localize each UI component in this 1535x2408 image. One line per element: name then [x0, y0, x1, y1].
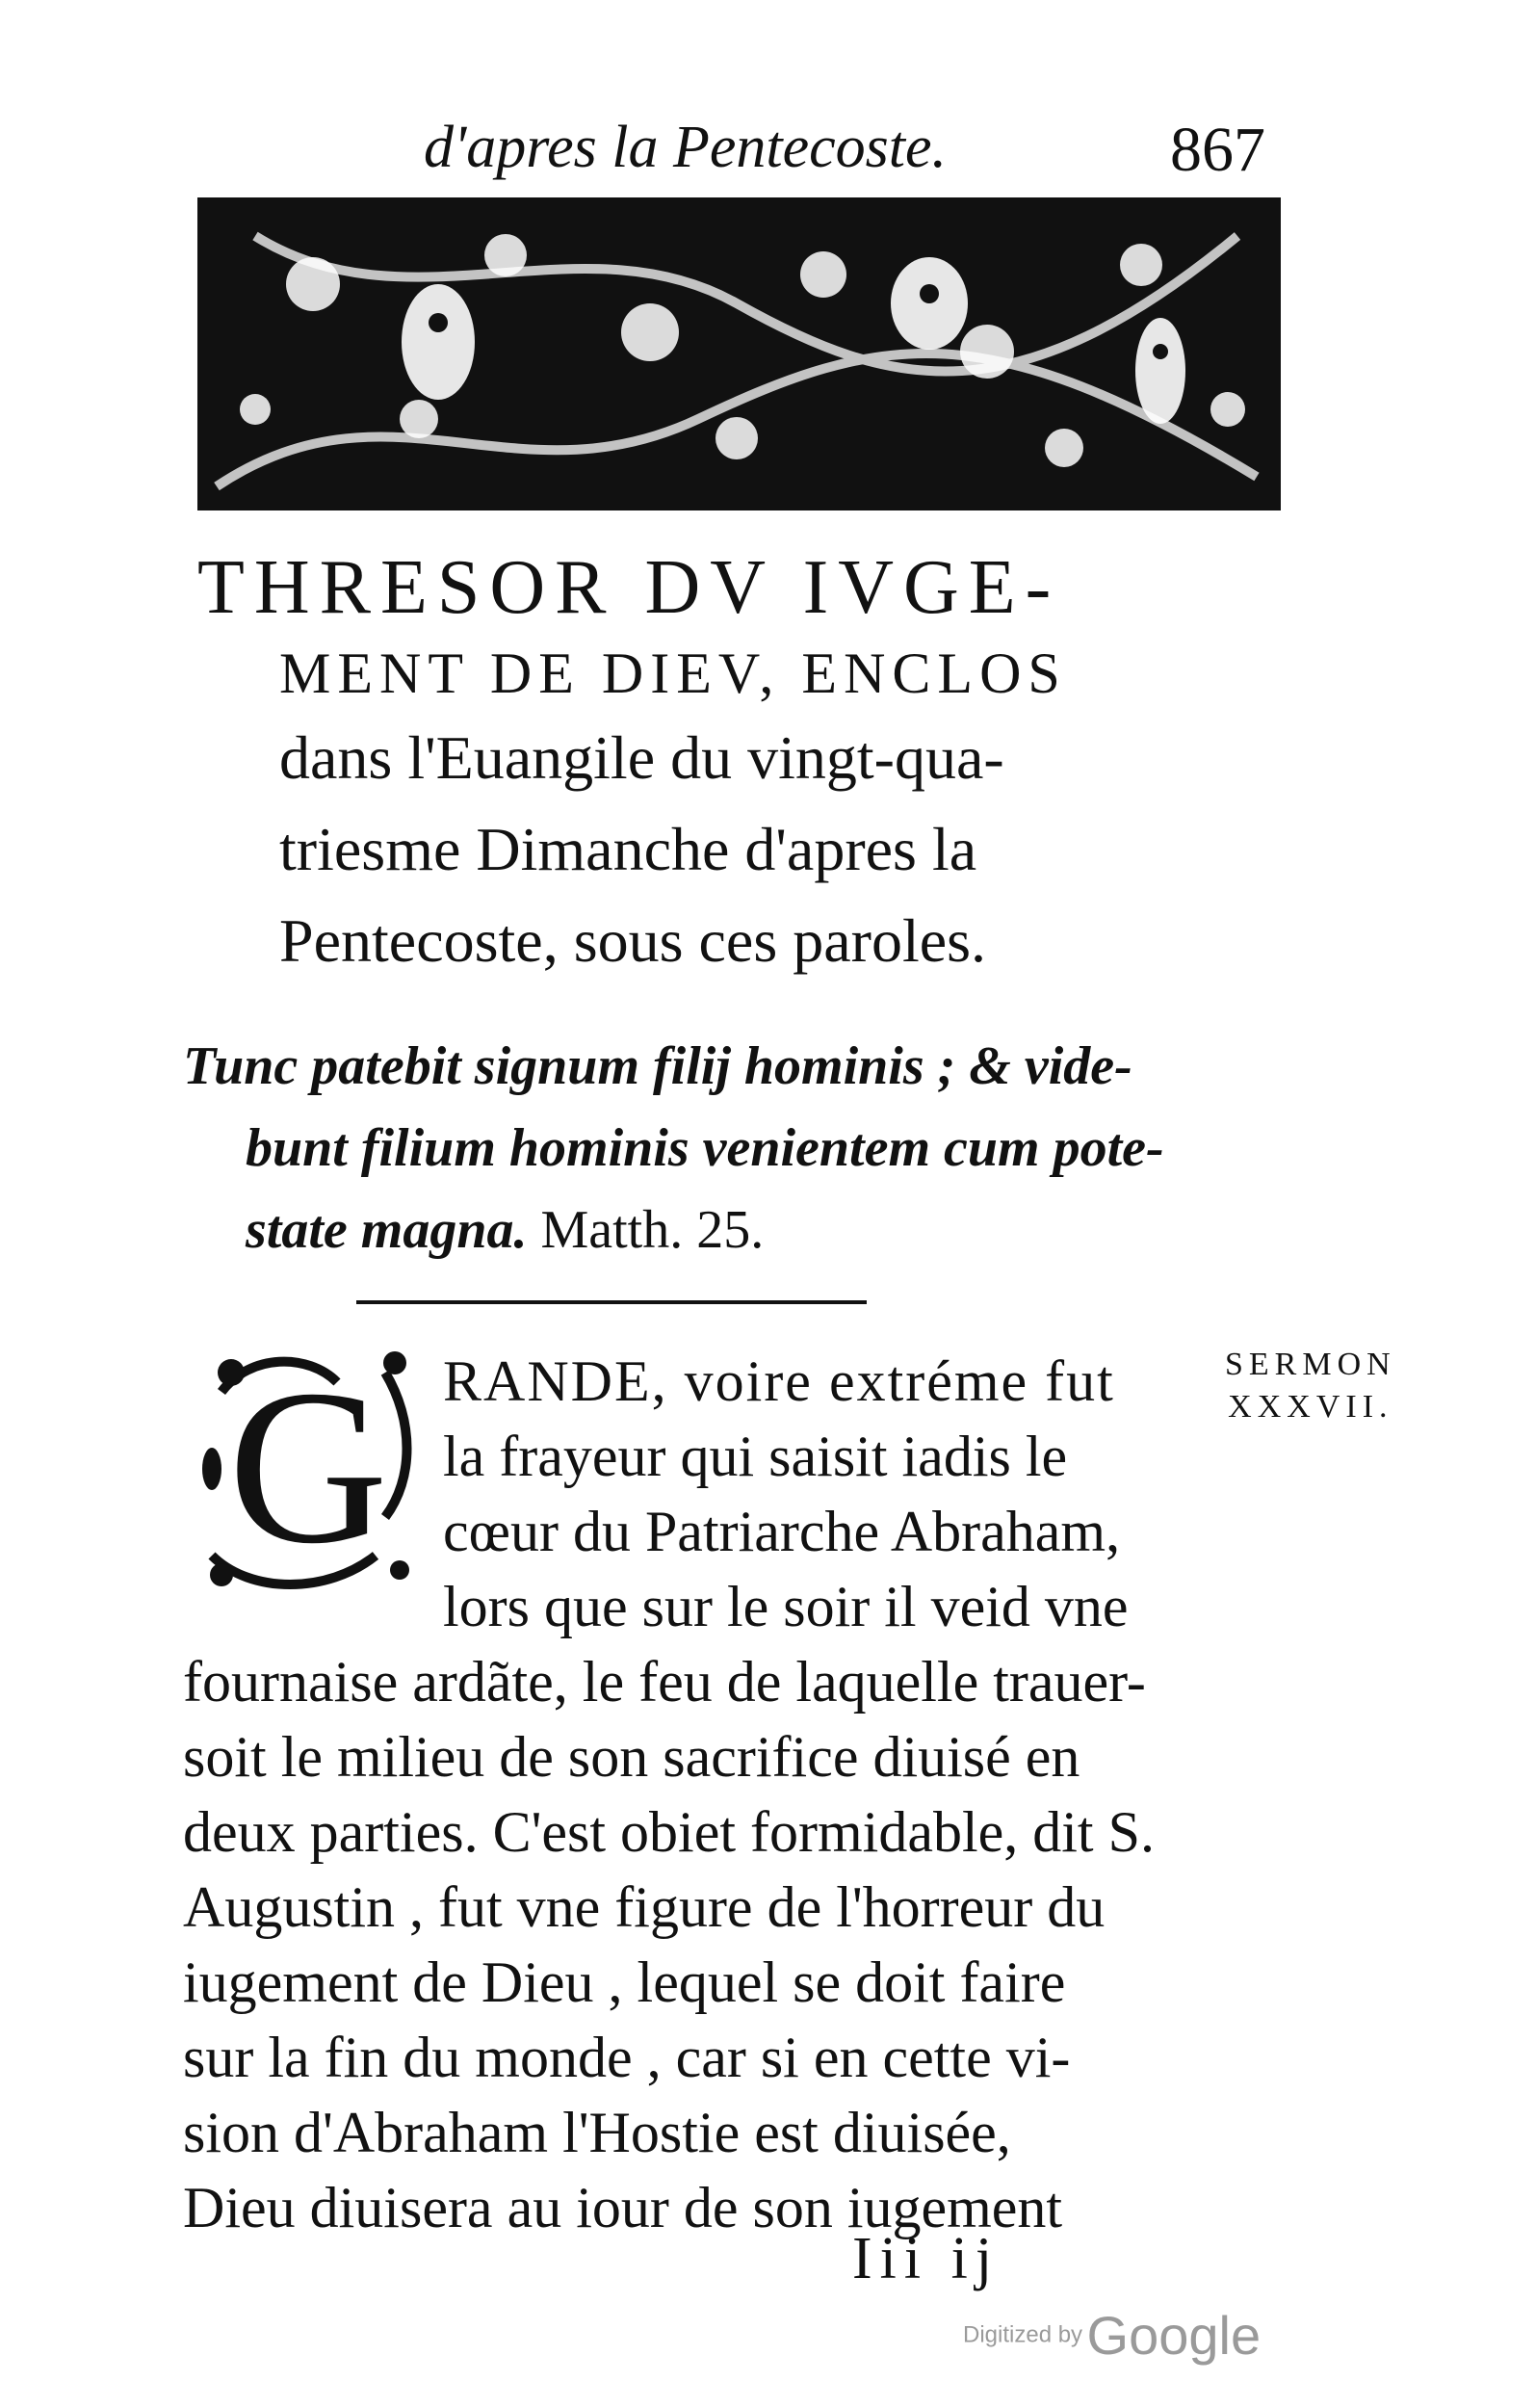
body-line: deux parties. C'est obiet formidable, dit S. — [183, 1800, 1155, 1864]
body-line: soit le milieu de son sacrifice diuisé en — [183, 1725, 1080, 1789]
sermon-title-line-3: dans l'Euangile du vingt-qua- — [279, 723, 1004, 792]
sermon-title-line-2: MENT DE DIEV, ENCLOS — [279, 641, 1067, 705]
divider-rule — [356, 1300, 867, 1304]
body-line: fournaise ardãte, le feu de laquelle trauer- — [183, 1650, 1146, 1714]
body-line: Augustin , fut vne figure de l'horreur du — [183, 1875, 1106, 1939]
decorated-initial-G — [193, 1334, 424, 1604]
epigraph-latin: state magna. — [246, 1200, 528, 1260]
running-title: d'apres la Pentecoste. — [424, 115, 947, 180]
body-line: iugement de Dieu , lequel se doit faire — [183, 1950, 1066, 2014]
epigraph-line-1: Tunc patebit signum filij hominis ; & vide- — [183, 1036, 1132, 1096]
sermon-title-line-1: THRESOR DV IVGE- — [197, 545, 1061, 630]
epigraph-reference: Matth. 25. — [540, 1200, 765, 1260]
body-line: cœur du Patriarche Abraham, — [443, 1500, 1121, 1563]
signature-mark: Iii ij — [852, 2226, 1001, 2291]
floral-woodcut-ornament — [197, 197, 1281, 510]
margin-note-number: XXXVII. — [1228, 1389, 1393, 1425]
sermon-title-line-4: triesme Dimanche d'apres la — [279, 815, 977, 883]
epigraph-line-3 — [246, 1199, 764, 1261]
body-line: Dieu diuisera au iour de son iugement — [183, 2176, 1063, 2239]
sermon-title-line-5: Pentecoste, sous ces paroles. — [279, 906, 987, 975]
body-line: RANDE, voire extréme fut — [443, 1349, 1115, 1413]
body-line: sur la fin du monde , car si en cette vi- — [183, 2026, 1071, 2089]
body-line: sion d'Abraham l'Hostie est diuisée, — [183, 2101, 1011, 2164]
dropcap-letter: G — [227, 1344, 389, 1589]
epigraph-line-2: bunt filium hominis venientem cum pote- — [246, 1118, 1164, 1178]
body-line: lors que sur le soir il veid vne — [443, 1575, 1129, 1638]
google-logo: Google — [1086, 2305, 1262, 2366]
watermark-prefix: Digitized by — [963, 2321, 1083, 2348]
margin-note-sermon: SERMON — [1225, 1347, 1396, 1382]
body-line: la frayeur qui saisit iadis le — [443, 1425, 1068, 1488]
margin-note — [1225, 1344, 1396, 1428]
page-number: 867 — [1170, 115, 1265, 185]
digitized-watermark — [963, 2304, 1261, 2367]
